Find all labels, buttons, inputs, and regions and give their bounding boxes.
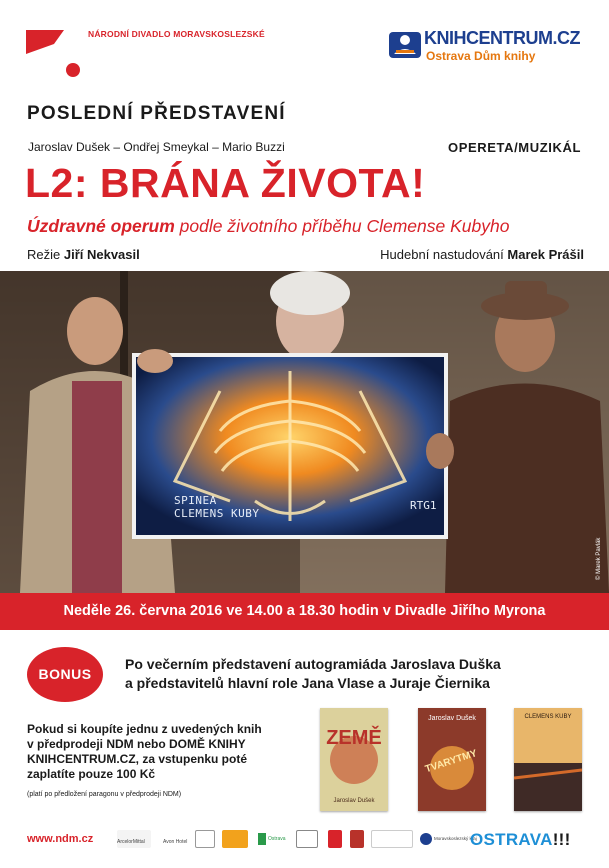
knihcentrum-subtitle: Ostrava Dům knihy xyxy=(426,49,536,63)
music-name: Marek Prášil xyxy=(507,247,584,262)
xray-label-line2: CLEMENS KUBY xyxy=(174,507,260,520)
director-credit xyxy=(27,247,140,262)
xray-code: RTG1 xyxy=(410,499,437,512)
show-subtitle xyxy=(27,216,509,237)
subtitle-rest: podle životního příběhu Clemense Kubyho xyxy=(174,216,510,236)
bonus-line-2: a představitelů hlavní role Jana Vlase a Juraje Čiernika xyxy=(125,675,490,691)
theatre-name: NÁRODNÍ DIVADLO MORAVSKOSLEZSKÉ xyxy=(88,29,265,39)
sponsor-logo-9 xyxy=(371,830,413,848)
ostrava-exclamation: !!! xyxy=(552,830,571,849)
book-reader-icon xyxy=(388,26,422,60)
book-cover-kuby[interactable] xyxy=(514,708,582,811)
region-mark-icon xyxy=(420,833,432,845)
book-cover-art xyxy=(320,708,388,811)
sponsor-logo-3 xyxy=(195,830,215,848)
director-name: Jiří Nekvasil xyxy=(63,247,140,262)
sponsor-msk: Moravskoslezský kraj xyxy=(434,836,477,841)
bonus-line-1: Po večerním představení autogramiáda Jaroslava Duška xyxy=(125,656,501,672)
sponsor-arcelormittal: ArcelorMittal xyxy=(117,839,145,845)
book3-author: CLEMENS KUBY xyxy=(524,714,572,720)
director-label: Režie xyxy=(27,247,64,262)
offer-line-4: zaplatíte pouze 100 Kč xyxy=(27,767,156,781)
sponsor-logo-msk xyxy=(420,830,477,848)
book2-title: TVARYTMY xyxy=(423,748,479,776)
last-performance-heading: POSLEDNÍ PŘEDSTAVENÍ xyxy=(27,103,286,124)
sponsor-logo-ostrava xyxy=(258,830,286,848)
knihcentrum-title: KNIHCENTRUM.CZ xyxy=(424,28,580,48)
ndm-logo xyxy=(26,30,84,80)
sponsor-mark-icon xyxy=(258,833,266,845)
book-cover-zeme[interactable] xyxy=(320,708,388,811)
genre: OPERETA/MUZIKÁL xyxy=(448,140,581,155)
offer-line-1: Pokud si koupíte jednu z uvedených knih xyxy=(27,722,262,736)
offer-line-2: v předprodeji NDM nebo DOMĚ KNIHY xyxy=(27,737,246,751)
sponsor-logo-6 xyxy=(296,830,318,848)
sponsor-logo-4 xyxy=(222,830,248,848)
book-offer xyxy=(27,722,262,782)
show-title: L2: BRÁNA ŽIVOTA! xyxy=(25,160,426,206)
music-credit xyxy=(380,247,584,262)
xray-label-line1: SPINEA xyxy=(174,494,217,507)
xray-label xyxy=(174,494,259,520)
photo-credit: © Marek Pavlák xyxy=(596,537,602,580)
performance-date: Neděle 26. června 2016 ve 14.00 a 18.30 hodin v Divadle Jiřího Myrona xyxy=(0,593,609,630)
ostrava-word: OSTRAVA xyxy=(470,830,553,849)
offer-line-3: KNIHCENTRUM.CZ, za vstupenku poté xyxy=(27,752,248,766)
sponsor-ostrava: Ostrava xyxy=(268,836,286,842)
sponsor-logo-7 xyxy=(328,830,342,848)
footer xyxy=(0,826,609,856)
book1-author: Jaroslav Dušek xyxy=(333,798,375,804)
ostrava-logo xyxy=(470,830,571,850)
offer-note: (platí po předložení paragonu v předprodeji NDM) xyxy=(27,791,182,798)
sponsor-avon-hotel: Avon Hotel xyxy=(163,839,188,845)
book-cover-tvarytmy[interactable] xyxy=(418,708,486,811)
bonus-text xyxy=(125,655,501,693)
book1-title: ZEMĚ xyxy=(326,727,382,749)
performance-photo xyxy=(0,271,609,593)
subtitle-emphasis: Úzdravné operum xyxy=(27,216,175,236)
authors: Jaroslav Dušek – Ondřej Smeykal – Mario Buzzi xyxy=(28,140,285,154)
music-label: Hudební nastudování xyxy=(380,247,508,262)
book2-author: Jaroslav Dušek xyxy=(428,715,476,722)
sponsor-logo-8 xyxy=(350,830,364,848)
bonus-badge: BONUS xyxy=(27,647,103,702)
book-cover-art xyxy=(514,708,582,811)
book-cover-art xyxy=(418,708,486,811)
knihcentrum-logo[interactable] xyxy=(388,26,588,66)
website-link[interactable]: www.ndm.cz xyxy=(27,833,94,845)
